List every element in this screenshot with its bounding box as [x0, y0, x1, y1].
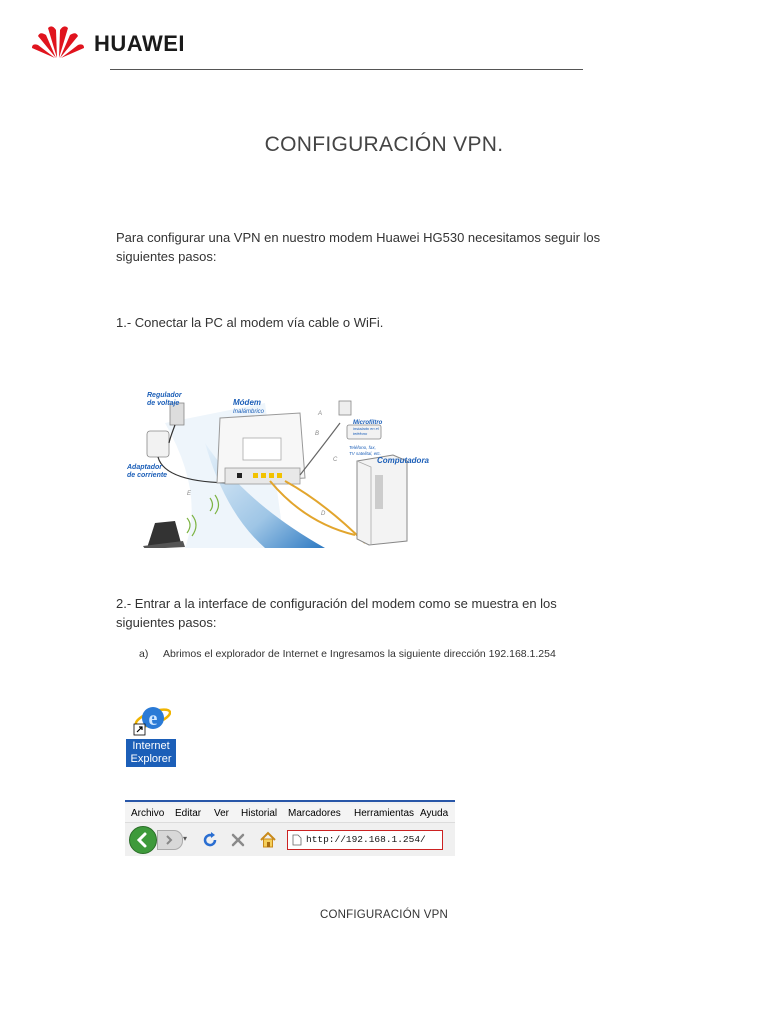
menu-ver[interactable]: Ver — [214, 808, 230, 819]
svg-text:de corriente: de corriente — [127, 472, 168, 479]
menu-historial[interactable]: Historial — [241, 808, 278, 819]
label-adaptador: Adaptador — [127, 464, 162, 471]
svg-text:teléfono: teléfono — [353, 431, 368, 436]
internet-explorer-label: Internet Explorer — [126, 739, 176, 767]
step-2 — [116, 594, 676, 632]
step-1: 1.- Conectar la PC al modem vía cable o WiFi. — [116, 315, 384, 330]
address-bar[interactable] — [287, 830, 443, 850]
label-microfiltro: Microfiltro — [353, 420, 383, 426]
internet-explorer-icon — [131, 700, 171, 738]
reload-icon — [201, 831, 219, 849]
footer-title: CONFIGURACIÓN VPN — [320, 909, 448, 921]
intro-paragraph — [116, 228, 676, 266]
svg-text:A: A — [318, 411, 323, 417]
menu-editar[interactable]: Editar — [175, 808, 202, 819]
back-arrow-icon — [130, 827, 156, 853]
page-icon — [292, 834, 302, 846]
label-telefono: Teléfono, fax, — [349, 445, 376, 450]
forward-arrow-icon — [158, 831, 182, 849]
menu-herramientas[interactable]: Herramientas — [354, 808, 415, 819]
label-computadora: Computadora — [377, 456, 429, 465]
stop-button[interactable] — [229, 831, 247, 849]
label-regulador: Regulador — [147, 392, 182, 399]
menu-marcadores[interactable]: Marcadores — [288, 808, 341, 819]
stop-icon — [229, 831, 247, 849]
back-button[interactable] — [129, 826, 157, 854]
step-2-line-1: 2.- Entrar a la interface de configuración del modem como se muestra en los — [116, 596, 557, 611]
svg-text:E: E — [187, 491, 192, 497]
internet-explorer-shortcut[interactable] — [126, 700, 176, 770]
svg-text:instalado en el: instalado en el — [353, 426, 379, 431]
menu-ayuda[interactable]: Ayuda — [420, 808, 449, 819]
sub-step-a-marker: a) — [139, 648, 149, 660]
brand-name: HUAWEI — [94, 31, 185, 56]
address-text: http://192.168.1.254/ — [306, 834, 426, 845]
home-button[interactable] — [258, 830, 278, 850]
intro-line-1: Para configurar una VPN en nuestro modem Huawei HG530 necesitamos seguir los — [116, 230, 601, 245]
huawei-logo — [30, 22, 86, 60]
browser-menu-bar — [125, 804, 455, 823]
svg-text:e: e — [148, 708, 158, 730]
browser-toolbar — [125, 800, 455, 856]
connection-diagram — [125, 383, 443, 548]
svg-text:Inalámbrico: Inalámbrico — [233, 409, 265, 415]
step-2-line-2: siguientes pasos: — [116, 615, 217, 630]
sub-step-a-text: Abrimos el explorador de Internet e Ingresamos la siguiente dirección 192.168.1.254 — [163, 648, 556, 660]
forward-button[interactable] — [157, 830, 183, 850]
svg-text:D: D — [321, 511, 326, 517]
label-modem: Módem — [233, 398, 261, 407]
header-divider — [110, 69, 583, 70]
svg-text:TV satelital, etc.: TV satelital, etc. — [349, 451, 382, 456]
home-icon — [258, 830, 278, 850]
svg-text:B: B — [315, 431, 320, 437]
intro-line-2: siguientes pasos: — [116, 249, 217, 264]
menu-archivo[interactable]: Archivo — [131, 808, 165, 819]
reload-button[interactable] — [201, 831, 219, 849]
svg-text:de voltaje: de voltaje — [147, 400, 180, 407]
history-dropdown-icon[interactable]: ▾ — [183, 834, 188, 843]
page-title: CONFIGURACIÓN VPN. — [264, 133, 504, 156]
svg-text:C: C — [333, 457, 338, 463]
